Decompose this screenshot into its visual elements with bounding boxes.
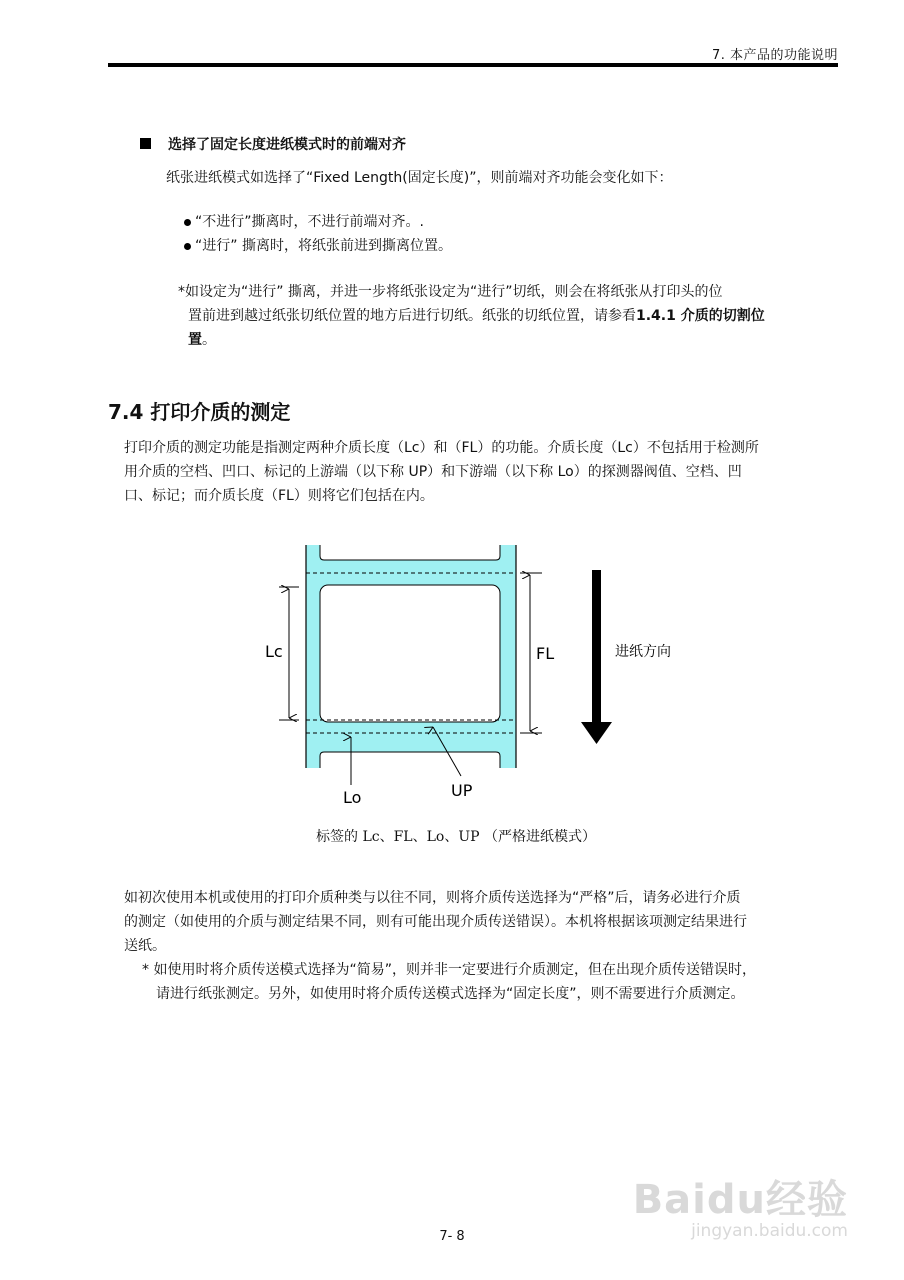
section-intro: 纸张进纸模式如选择了“Fixed Length(固定长度)”，则前端对齐功能会变化如下： bbox=[166, 170, 673, 186]
upper-gap bbox=[320, 545, 500, 560]
label-fl: FL bbox=[536, 644, 555, 663]
bullet-text: “进行” 撕离时，将纸张前进到撕离位置。 bbox=[195, 238, 452, 254]
label-cell bbox=[320, 585, 500, 722]
note-reference: 置 bbox=[188, 332, 202, 348]
note-line: *如设定为“进行” 撕离，并进一步将纸张设定为“进行”切纸，则会在将纸张从打印头的位 bbox=[178, 284, 723, 300]
label-up: UP bbox=[451, 781, 473, 800]
paragraph-line: 打印介质的测定功能是指测定两种介质长度（Lc）和（FL）的功能。介质长度（Lc）不包括用于检测所 bbox=[124, 440, 759, 456]
note-text: 。 bbox=[202, 332, 216, 348]
note-line: * 如使用时将介质传送模式选择为“简易”，则并非一定要进行介质测定，但在出现介质传送错误时， bbox=[142, 962, 756, 978]
chapter-header: 7. 本产品的功能说明 bbox=[711, 48, 838, 63]
paragraph-line: 送纸。 bbox=[124, 938, 166, 954]
watermark-url: jingyan.baidu.com bbox=[691, 1221, 848, 1241]
feed-direction-arrow-icon bbox=[581, 722, 612, 744]
paragraph-line: 口、标记；而介质长度（FL）则将它们包括在内。 bbox=[124, 488, 434, 504]
feed-direction-label: 进纸方向 bbox=[615, 644, 671, 660]
note-text: 置前进到越过纸张切纸位置的地方后进行切纸。纸张的切纸位置，请参看 bbox=[188, 308, 636, 324]
lower-gap bbox=[320, 752, 500, 768]
paragraph-line: 如初次使用本机或使用的打印介质种类与以往不同，则将介质传送选择为“严格”后，请务必进行介质 bbox=[124, 890, 741, 906]
page-number: 7- 8 bbox=[439, 1229, 465, 1244]
note-reference: 1.4.1 介质的切割位 bbox=[636, 308, 765, 324]
bullet-text: “不进行”撕离时，不进行前端对齐。. bbox=[195, 214, 424, 230]
label-lo: Lo bbox=[343, 788, 362, 807]
feed-direction-arrow-shaft bbox=[592, 570, 601, 722]
paragraph-line: 用介质的空档、凹口、标记的上游端（以下称 UP）和下游端（以下称 Lo）的探测器阀值、空档、凹 bbox=[124, 464, 742, 480]
note-line: 请进行纸张测定。另外，如使用时将介质传送模式选择为“固定长度”，则不需要进行介质测定。 bbox=[156, 986, 745, 1002]
section-title: 选择了固定长度进纸模式时的前端对齐 bbox=[168, 137, 406, 153]
paragraph-line: 的测定（如使用的介质与测定结果不同，则有可能出现介质传送错误）。本机将根据该项测定结果进行 bbox=[124, 914, 747, 930]
diagram-caption: 标签的 Lc、FL、Lo、UP （严格进纸模式） bbox=[316, 829, 596, 845]
section-heading: 7.4 打印介质的测定 bbox=[108, 400, 291, 424]
watermark-brand: Baidu经验 bbox=[632, 1177, 848, 1223]
label-lc: Lc bbox=[265, 642, 283, 661]
